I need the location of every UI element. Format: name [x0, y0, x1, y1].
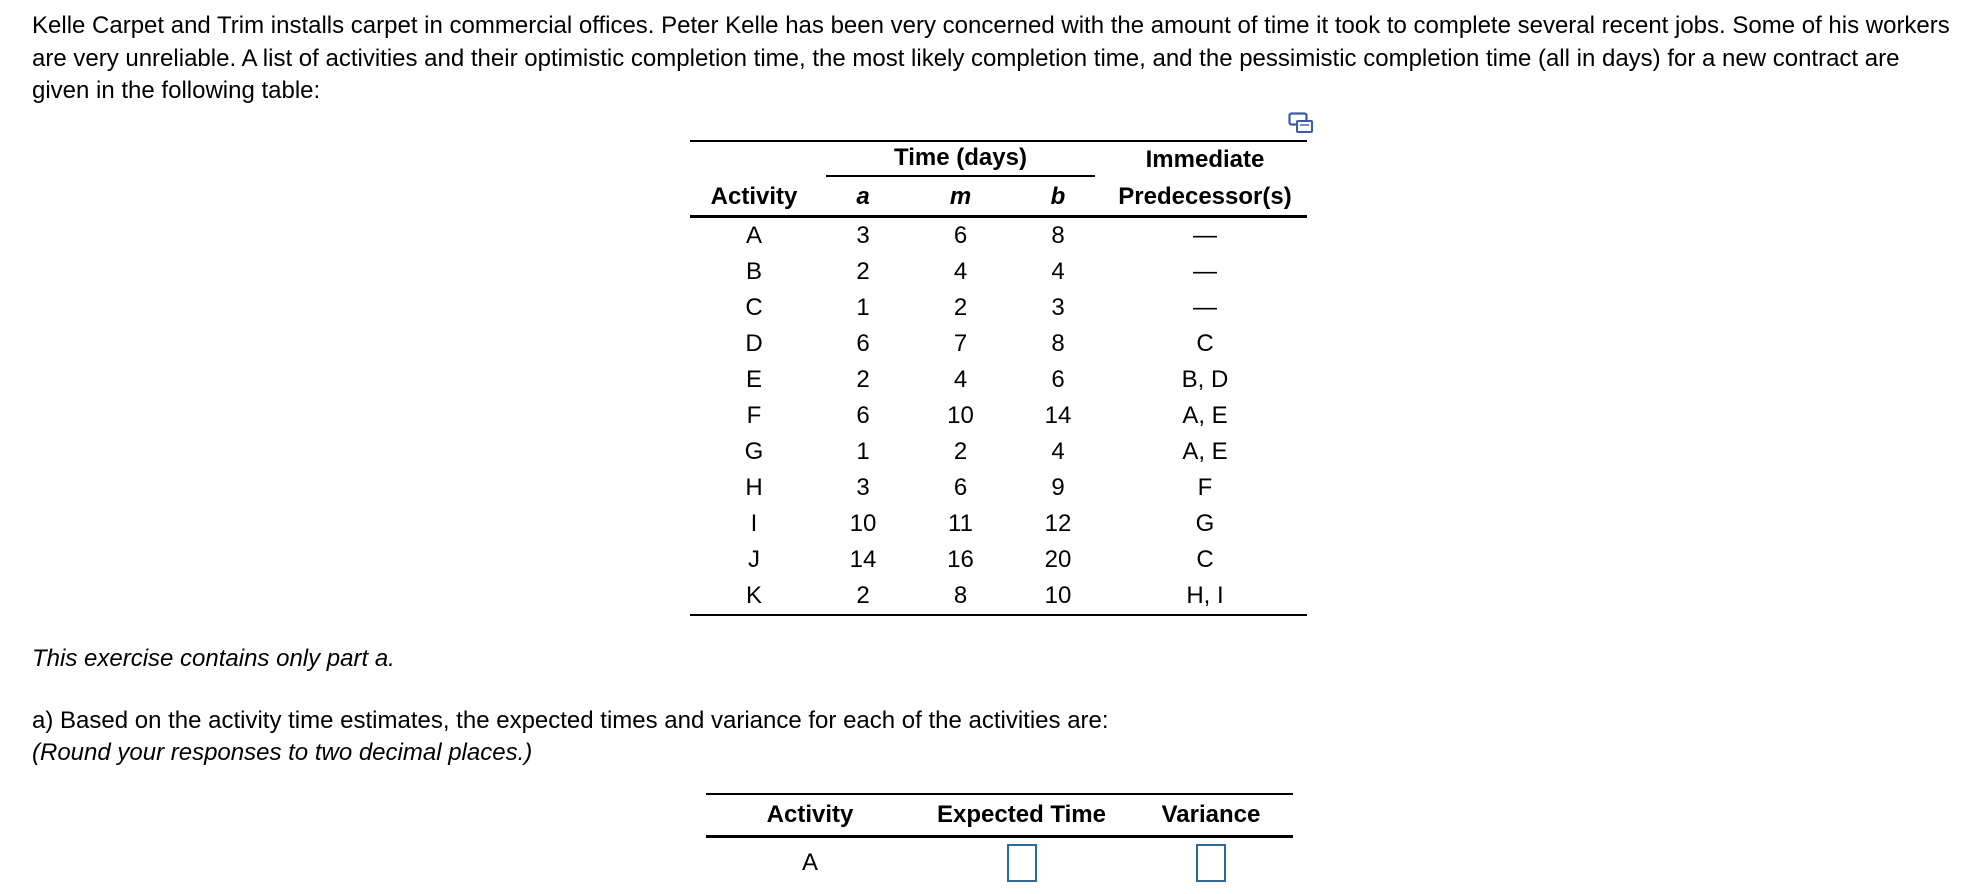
activity-header: Activity [710, 182, 798, 210]
a-cell: 3 [856, 222, 870, 249]
part-a-question [32, 705, 1109, 769]
b-cell: 12 [1044, 510, 1072, 537]
pred-cell: C [1196, 330, 1214, 357]
activity-cell: A [745, 222, 762, 249]
activity-cell: E [745, 366, 762, 393]
b-cell: 10 [1044, 582, 1072, 609]
table-row [690, 254, 1307, 290]
activity-cell: B [745, 258, 762, 285]
a-cell: 10 [849, 510, 877, 537]
m-header: m [949, 182, 972, 210]
m-cell: 2 [953, 294, 968, 321]
expected-time-header: Expected Time [914, 794, 1129, 837]
table-row [690, 434, 1307, 470]
activity-cell: J [748, 546, 760, 573]
pred-cell: — [1193, 258, 1217, 285]
pred-header-line1: Immediate [1145, 146, 1265, 173]
answer-table [706, 793, 1293, 888]
b-cell: 20 [1044, 546, 1072, 573]
m-cell: 6 [953, 222, 968, 249]
activity-cell: D [745, 330, 763, 357]
a-cell: 2 [856, 582, 870, 609]
m-cell: 16 [947, 546, 974, 573]
pred-cell: — [1193, 294, 1217, 321]
table-row [690, 217, 1307, 255]
a-cell: 14 [849, 546, 877, 573]
part-note: This exercise contains only part a. [32, 645, 395, 672]
m-cell: 2 [953, 438, 968, 465]
activity-cell: F [746, 402, 762, 429]
pred-cell: F [1197, 474, 1213, 501]
m-cell: 6 [953, 474, 968, 501]
b-cell: 8 [1051, 222, 1065, 249]
table-row [690, 542, 1307, 578]
b-cell: 9 [1051, 474, 1065, 501]
expected-time-input-a[interactable] [1007, 844, 1037, 882]
b-cell: 8 [1051, 330, 1065, 357]
a-cell: 6 [856, 330, 870, 357]
table-row [690, 578, 1307, 615]
pred-cell: B, D [1181, 366, 1229, 393]
pred-cell: C [1196, 546, 1214, 573]
table-row [690, 362, 1307, 398]
m-cell: 11 [948, 510, 973, 537]
answer-activity-header: Activity [706, 794, 914, 837]
m-cell: 7 [953, 330, 968, 357]
time-days-header: Time (days) [818, 141, 1103, 178]
b-cell: 4 [1051, 258, 1065, 285]
activity-cell: K [745, 582, 762, 609]
problem-intro: Kelle Carpet and Trim installs carpet in commercial offices. Peter Kelle has been very concerned with the amount of time it took to complete several recent jobs. Some of his workers are very unreliable. A list of activities and their optimistic completion time, the most likely completion time, and the pessimistic completion time (all in days) for a new contract are given in the following table: [32, 12, 1950, 104]
activity-cell: H [745, 474, 763, 501]
m-cell: 4 [953, 366, 968, 393]
a-header: a [856, 182, 870, 210]
copy-table-icon[interactable] [1288, 112, 1314, 134]
table-row [690, 290, 1307, 326]
activity-cell: I [750, 510, 758, 537]
variance-input-a[interactable] [1196, 844, 1226, 882]
m-cell: 4 [953, 258, 968, 285]
answer-activity-cell: A [801, 849, 818, 876]
a-cell: 2 [856, 258, 870, 285]
m-cell: 8 [953, 582, 968, 609]
a-cell: 3 [856, 474, 870, 501]
answer-row [706, 837, 1293, 889]
b-cell: 3 [1051, 294, 1065, 321]
table-row [690, 398, 1307, 434]
rounding-hint: (Round your responses to two decimal places.) [32, 739, 533, 766]
pred-cell: G [1195, 510, 1215, 537]
table-row [690, 506, 1307, 542]
activity-cell: G [744, 438, 764, 465]
b-cell: 6 [1051, 366, 1065, 393]
a-cell: 6 [856, 402, 870, 429]
m-cell: 10 [947, 402, 974, 429]
pred-cell: A, E [1182, 438, 1228, 465]
b-header: b [1050, 182, 1066, 210]
pred-cell: — [1193, 222, 1217, 249]
activity-cell: C [745, 294, 763, 321]
pred-cell: A, E [1182, 402, 1228, 429]
variance-header: Variance [1129, 794, 1293, 837]
table-row [690, 326, 1307, 362]
a-cell: 1 [856, 294, 870, 321]
activity-table [690, 140, 1307, 616]
b-cell: 14 [1044, 402, 1072, 429]
a-cell: 2 [856, 366, 870, 393]
a-cell: 1 [856, 438, 870, 465]
part-a-text: a) Based on the activity time estimates, the expected times and variance for each of the activities are: [32, 707, 1109, 734]
table-row [690, 470, 1307, 506]
pred-cell: H, I [1186, 582, 1224, 609]
b-cell: 4 [1051, 438, 1065, 465]
pred-header-line2: Predecessor(s) [1118, 182, 1292, 210]
